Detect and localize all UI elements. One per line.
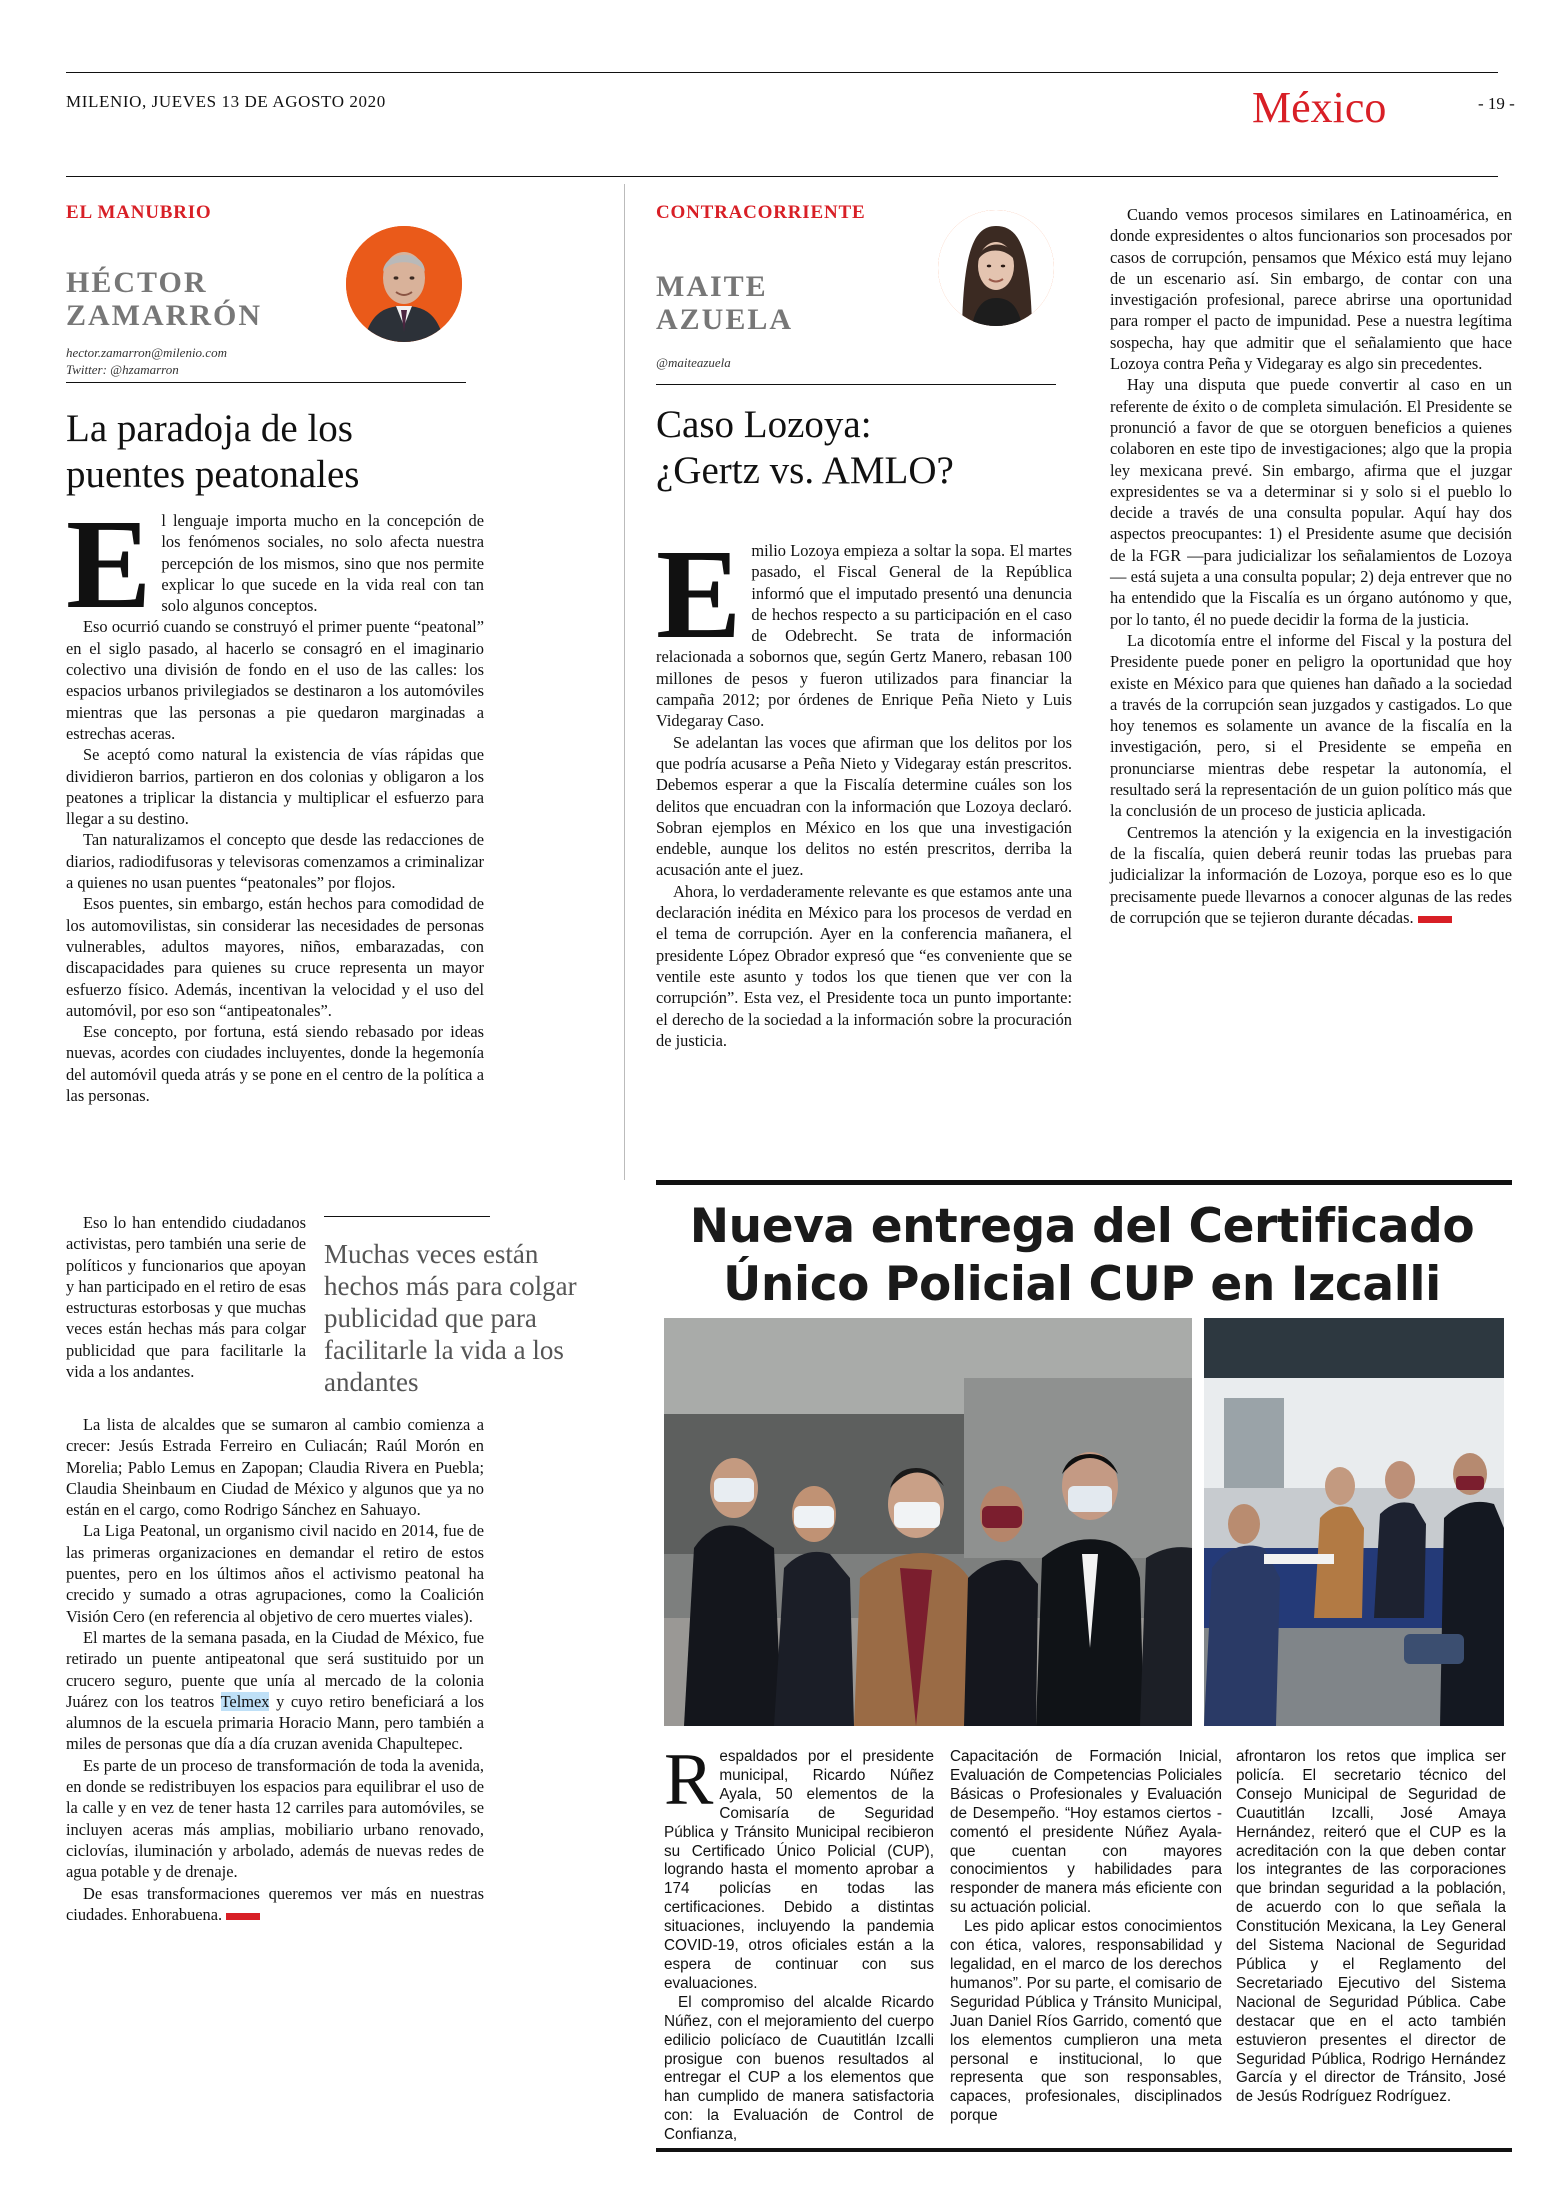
paragraph: Les pido aplicar estos conocimientos con ética, valores, responsabilidad y legalidad, en el marco de los derechos humanos”. Por su parte, el comisario de Seguridad Pública y Tránsito Municipal, Juan Daniel Ríos Garrido, comentó que los elementos cumplieron una meta personal e institucional, lo que representa que son responsables, capaces, profesionales, disciplinados porque bbox=[950, 1918, 1222, 2125]
group-photo-illustration bbox=[664, 1318, 1192, 1726]
paragraph: Tan naturalizamos el concepto que desde las redacciones de diarios, radiodifusoras y televisoras comenzamos a criminalizar a quienes no usan puentes “peatonales” por flojos. bbox=[66, 830, 484, 893]
column-tag-left: EL MANUBRIO bbox=[66, 202, 212, 223]
dropcap: E bbox=[656, 523, 742, 665]
paragraph: Ahora, lo verdaderamente relevante es que estamos ante una declaración inédita en México para los procesos de verdad en el tema de corrupción. Ayer en la conferencia mañanera, el presidente López Obrador expresó que “es conveniente que se ventile este asunto y todos los que tienen que ver con la corrupción”. Esta vez, el Presidente toca un punto importante: el derecho de la sociedad a la información sobre la procuración de justicia. bbox=[656, 881, 1072, 1050]
paragraph: El compromiso del alcalde Ricardo Núñez, con el mejoramiento del cuerpo edilicio policíaco de Cuautitlán Izcalli prosigue con buenos resultados al entregar el CUP a los elementos que han cumplido de manera satisfactoria con: la Evaluación de Control de Confianza, bbox=[664, 1993, 934, 2144]
author-first-name: MAITE bbox=[656, 270, 768, 303]
author-email: hector.zamarron@milenio.com bbox=[66, 345, 227, 360]
page-number: - 19 - bbox=[1478, 94, 1515, 113]
paragraph: Se aceptó como natural la existencia de vías rápidas que dividieron barrios, partieron en dos colonias y obligaron a los peatones a triplicar la distancia y multiplicar el esfuerzo para llegar a su destino. bbox=[66, 745, 484, 829]
article-body-left bbox=[66, 493, 484, 1106]
paragraph: Eso ocurrió cuando se construyó el primer puente “peatonal” en el siglo pasado, al hacerlo se consagró en el imaginario colectivo una división de fondo en el uso de las calles: los espacios urbanos privilegiados se destinaron a los automóviles mientras que las personas a pie quedaron marginadas a estrechas aceras. bbox=[66, 617, 484, 743]
paragraph: Respaldados por el presidente municipal, Ricardo Núñez Ayala, 50 elementos de la Comisaría de Seguridad Pública y Tránsito Municipal recibieron su Certificado Único Policial (CUP), logrando hasta el momento aprobar a 174 policías en todas las certificaciones. Debido a distintas situaciones, incluyendo la pandemia COVID-19, otros oficiales están a la espera de continuar con sus evaluaciones. bbox=[664, 1739, 934, 1992]
pullquote-rule bbox=[324, 1216, 490, 1217]
feature-headline bbox=[656, 1198, 1508, 1314]
paragraph: La lista de alcaldes que se sumaron al cambio comienza a crecer: Jesús Estrada Ferreiro en Culiacán; Raúl Morón en Morelia; Pablo Lemus en Zapopan; Claudia Rivera en Puebla; Claudia Sheinbaum en Ciudad de México y algunos que ya no están en el cargo, como Rodrigo Sánchez en Sahuayo. bbox=[66, 1415, 484, 1520]
paragraph: El martes de la semana pasada, en la Ciudad de México, fue retirado un puente antipeatonal que será sustituido por un crucero seguro, puente que unía al mercado de la colonia Juárez con los teatros Telmex y cuyo retiro beneficiará a los alumnos de la escuela primaria Horacio Mann, pero también a miles de personas que día a día cruzan avenida Chapultepec. bbox=[66, 1627, 484, 1754]
feature-bottom-rule bbox=[656, 2148, 1512, 2152]
article-body-right-cont bbox=[1110, 204, 1512, 928]
author-photo-right bbox=[938, 210, 1054, 326]
column-divider bbox=[624, 184, 625, 1180]
paragraph: Se adelantan las voces que afirman que los delitos por los que podría acusarse a Peña Nieto y Videgaray están prescritos. Debemos esperar a que la Fiscalía determine cuáles son los delitos que encuadran con la información que Lozoya declaró. Sobran ejemplos en México en los que una investigación endeble, aunque los delitos no estén prescritos, derriba la acusación ante el juez. bbox=[656, 732, 1072, 880]
paragraph: Esos puentes, sin embargo, están hechos para comodidad de los automovilistas, sin considerar las necesidades de personas vulnerables, adultos mayores, niños, embarazadas, con discapacidades para quienes su cruce representa un mayor esfuerzo físico. Además, incentivan la velocidad y el uso del automóvil, por eso son “antipeatonales”. bbox=[66, 894, 484, 1020]
paragraph: La Liga Peatonal, un organismo civil nacido en 2014, fue de las primeras organizaciones en demandar el retiro de estos puentes, pero en los últimos años el activismo peatonal ha crecido y sumado a otras agrupaciones, como la Coalición Visión Cero (en referencia al objetivo de cero muertes viales). bbox=[66, 1521, 484, 1626]
paragraph: La dicotomía entre el informe del Fiscal y la postura del Presidente puede poner en peligro la oportunidad que hoy existe en México para que quienes han dañado a la sociedad a través de la corrupción sean juzgados y castigados. Lo que hoy tenemos es solamente un avance de la fiscalía en la investigación, pero, si el Presidente se empeña en pronunciarse mientras debe respetar la autonomía, el resultado será la representación de un guion político más que la conclusión de un proceso de justicia aplicada. bbox=[1110, 630, 1512, 821]
author-twitter: Twitter: @hzamarron bbox=[66, 362, 179, 377]
top-rule bbox=[66, 72, 1498, 73]
headline-line-2: ¿Gertz vs. AMLO? bbox=[656, 449, 954, 492]
paragraph: afrontaron los retos que implica ser policía. El secretario técnico del Consejo Municipal de Seguridad de Cuautitlán Izcalli, José Amaya Hernández, reiteró que el CUP es la acreditación con la que deben contar los integrantes de las corporaciones que brindan seguridad a la población, de acuerdo con lo que señala la Constitución Mexicana, la Ley General del Sistema Nacional de Seguridad Pública y el Reglamento del Secretariado Ejecutivo del Sistema Nacional de Seguridad Pública. Cabe destacar que en el acto también estuvieron presentes el director de Seguridad Pública, Rodrigo Hernández García y el director de Tránsito, José de Jesús Rodríguez Rodríguez. bbox=[1236, 1748, 1506, 2106]
author-first-name: HÉCTOR bbox=[66, 266, 208, 299]
article-body-right bbox=[656, 523, 1072, 1051]
author-last-name: AZUELA bbox=[656, 303, 794, 336]
author-last-name: ZAMARRÓN bbox=[66, 299, 262, 332]
paragraph: Eso lo han entendido ciudadanos activistas, pero también una serie de políticos y funcionarios que apoyan y han participado en el retiro de esas estructuras estorbosas y que muchas veces están hechas más para colgar publicidad que para facilitarle la vida a los andantes. bbox=[66, 1213, 306, 1382]
headline-right bbox=[656, 402, 954, 494]
paragraph: Es parte de un proceso de transformación de toda la avenida, en donde se redistribuyen los espacios para equilibrar el uso de la calle y en vez de tener hasta 12 carriles para automóviles, se incluyen aceras más amplias, mobiliario urbano renovado, ciclovías, iluminación y arbolado, además de nuevas redes de agua potable y de drenaje. bbox=[66, 1755, 484, 1882]
header-rule bbox=[66, 176, 1498, 177]
paragraph: Emilio Lozoya empieza a soltar la sopa. El martes pasado, el Fiscal General de la República informó que el imputado presentó una denuncia de hechos respecto a su participación en el caso de Odebrecht. Se trata de información relacionada a sobornos que, según Gertz Manero, rebasan 100 millones de pesos y fueron utilizados para financiar la campaña 2012; por órdenes de Enrique Peña Nieto y Luis Videgaray Caso. bbox=[656, 523, 1072, 731]
dateline: MILENIO, JUEVES 13 DE AGOSTO 2020 bbox=[66, 92, 386, 111]
feature-text-col-2 bbox=[950, 1748, 1222, 2126]
headline-line-2: puentes peatonales bbox=[66, 453, 360, 496]
feature-text-col-3 bbox=[1236, 1748, 1506, 2107]
headline-left bbox=[66, 406, 359, 498]
author-name-left bbox=[66, 266, 262, 332]
paragraph: Capacitación de Formación Inicial, Evaluación de Competencias Policiales Básicas o Profesionales y Evaluación de Desempeño. “Hoy estamos ciertos -comentó el presidente Núñez Ayala- que cuentan con mayores conocimientos y habilidades para responder de manera más eficiente con su actuación policial. bbox=[950, 1748, 1222, 1917]
ceremony-photo-illustration bbox=[1204, 1318, 1504, 1726]
article-body-left-cont bbox=[66, 1414, 484, 1925]
article-body-left-narrow bbox=[66, 1212, 306, 1382]
feature-headline-line-1: Nueva entrega del Certificado bbox=[689, 1199, 1475, 1254]
feature-photo-ceremony bbox=[1204, 1318, 1504, 1726]
dropcap: R bbox=[664, 1739, 714, 1821]
paragraph: Cuando vemos procesos similares en Latinoamérica, en donde expresidentes o altos funcionarios son procesados por casos de corrupción, pensamos que México está muy lejano de un escenario así. Sin embargo, de contar con una investigación profesional, parece abrirse una oportunidad para romper el pacto de impunidad. Pese a nuestra legítima sospecha, hay que admitir que el señalamiento que hace Lozoya contra Peña y Videgaray es algo sin precedentes. bbox=[1110, 205, 1512, 374]
end-mark bbox=[1418, 916, 1452, 923]
paragraph: Hay una disputa que puede convertir al caso en un referente de éxito o de completa simulación. El Presidente se pronunció a favor de que se otorguen beneficios a quienes colaboren en este tipo de investigaciones; algo que la propia ley mexicana prevé. Sin embargo, afirma que el juzgar expresidentes se va a determinar si y solo si el pueblo lo decide a través de una consulta popular. Aquí hay dos aspectos preocupantes: 1) el Presidente asume que decisión de la FGR —para judicializar los señalamientos de Lozoya— está sujeta a una consulta popular; 2) deja entrever que no ha entendido que la Fiscalía es un órgano autónomo y que, por lo tanto, él no puede decidir la forma de la justicia. bbox=[1110, 375, 1512, 629]
author-photo-left bbox=[346, 226, 462, 342]
dropcap: E bbox=[66, 493, 152, 635]
paragraph: Ese concepto, por fortuna, está siendo rebasado por ideas nuevas, acordes con ciudades incluyentes, donde la hegemonía del automóvil queda atrás y se pone en el centro de la política a las personas. bbox=[66, 1022, 484, 1106]
highlighted-word: Telmex bbox=[220, 1691, 270, 1711]
column-tag-right: CONTRACORRIENTE bbox=[656, 202, 866, 223]
end-mark bbox=[226, 1913, 260, 1920]
author-name-right bbox=[656, 270, 793, 336]
portrait-illustration bbox=[346, 226, 462, 342]
feature-headline-line-2: Único Policial CUP en Izcalli bbox=[723, 1257, 1441, 1312]
feature-photo-group bbox=[664, 1318, 1192, 1726]
paragraph: De esas transformaciones queremos ver más en nuestras ciudades. Enhorabuena. bbox=[66, 1883, 484, 1924]
author-contact-left bbox=[66, 344, 227, 378]
pull-quote: Muchas veces están hechos más para colgar publicidad que para facilitarle la vida a los andantes bbox=[324, 1239, 577, 1397]
headline-line-1: Caso Lozoya: bbox=[656, 403, 872, 446]
section-title: México bbox=[1252, 83, 1387, 132]
headline-line-1: La paradoja de los bbox=[66, 407, 353, 450]
right-author-rule bbox=[656, 384, 1056, 385]
paragraph: El lenguaje importa mucho en la concepción de los fenómenos sociales, no solo afecta nuestra percepción de los mismos, sino que nos permite explicar lo que sucede en la vida real con tan solo algunos conceptos. bbox=[66, 493, 484, 635]
left-author-rule bbox=[66, 382, 466, 383]
author-handle: @maiteazuela bbox=[656, 355, 731, 370]
portrait-illustration bbox=[938, 210, 1054, 326]
feature-text-col-1 bbox=[664, 1739, 934, 2145]
feature-top-rule bbox=[656, 1180, 1512, 1185]
paragraph: Centremos la atención y la exigencia en la investigación de la fiscalía, quien deberá reunir todas las pruebas para judicializar la información de Lozoya, porque eso es lo que precisamente puede llevarnos a conocer algunas de las redes de corrupción que se tejieron durante décadas. bbox=[1110, 822, 1512, 927]
